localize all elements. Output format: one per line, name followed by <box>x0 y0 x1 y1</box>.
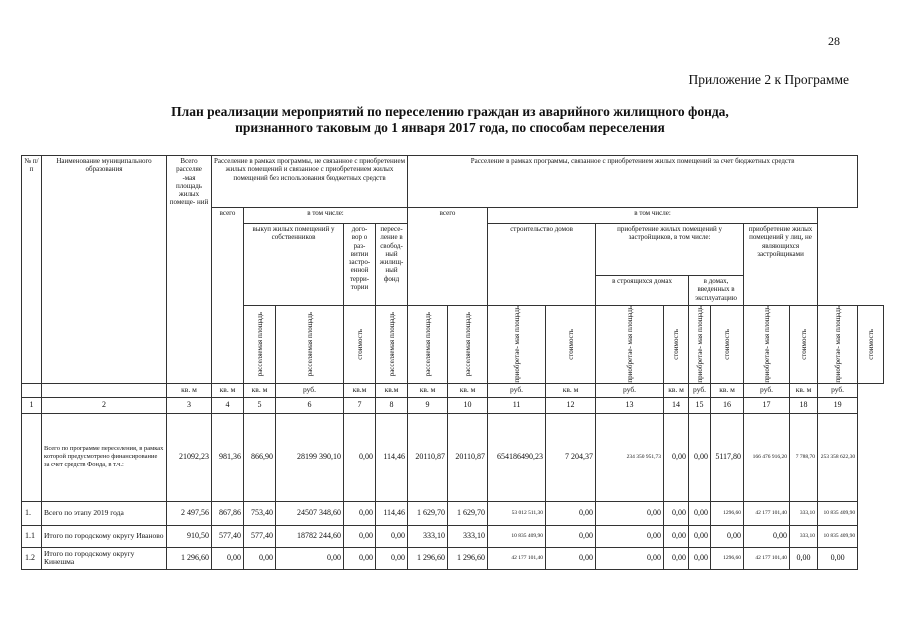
row-cell: 166 476 916,20 <box>744 413 790 501</box>
row-cell: 0,00 <box>664 413 689 501</box>
row-cell: 1 296,60 <box>448 547 488 569</box>
row-cell: 0,00 <box>711 525 744 547</box>
table-row <box>22 547 884 569</box>
header-v-6: стоимость <box>344 306 376 384</box>
col-number: 18 <box>790 397 818 413</box>
row-cell: 0,00 <box>689 547 711 569</box>
header-v-13: стоимость <box>664 306 689 384</box>
row-cell: 7 204,37 <box>546 413 596 501</box>
row-cell: 0,00 <box>664 501 689 525</box>
col-number: 9 <box>408 397 448 413</box>
row-cell: 2 497,56 <box>167 501 212 525</box>
header-construction: строительство домов <box>488 224 596 306</box>
row-cell: 0,00 <box>376 525 408 547</box>
header-from-developers: приобретение жилых помещений у застройщиков, в том числе: <box>596 224 744 276</box>
row-cell: 28199 390,10 <box>276 413 344 501</box>
row-label: Итого по городскому округу Кинешма <box>42 547 167 569</box>
row-cell: 0,00 <box>212 547 244 569</box>
row-cell: 0,00 <box>376 547 408 569</box>
col-number: 14 <box>664 397 689 413</box>
row-cell: 1296,60 <box>711 501 744 525</box>
row-cell: 42 177 101,40 <box>744 501 790 525</box>
row-cell: 7 788,70 <box>790 413 818 501</box>
col-number: 7 <box>344 397 376 413</box>
col-number: 15 <box>689 397 711 413</box>
col-number: 12 <box>546 397 596 413</box>
row-cell: 333,10 <box>408 525 448 547</box>
row-cell: 1 296,60 <box>408 547 448 569</box>
table-row <box>22 525 884 547</box>
col-number: 10 <box>448 397 488 413</box>
row-cell: 1.2 <box>22 547 42 569</box>
row-label: Итого по городскому округу Иваново <box>42 525 167 547</box>
col-number: 17 <box>744 397 790 413</box>
row-cell: 5117,80 <box>711 413 744 501</box>
row-cell: 20110,87 <box>448 413 488 501</box>
row-cell: 867,86 <box>212 501 244 525</box>
unit-cell-2 <box>42 383 167 397</box>
unit-cell: кв.м <box>376 383 408 397</box>
header-v-12: приобретае- мая площадь <box>596 306 664 384</box>
col-number: 16 <box>711 397 744 413</box>
header-dev-agreement: дого- вор о раз- витии застро- енной терри- тории <box>344 224 376 306</box>
col-number: 2 <box>42 397 167 413</box>
col-number: 11 <box>488 397 546 413</box>
row-cell: 20110,87 <box>408 413 448 501</box>
row-cell: 753,40 <box>244 501 276 525</box>
row-cell: 10 835 409,90 <box>488 525 546 547</box>
row-cell: 42 177 101,40 <box>488 547 546 569</box>
unit-cell: руб. <box>488 383 546 397</box>
unit-cell: руб. <box>689 383 711 397</box>
row-label: Всего по программе переселения, в рамках которой предусмотрено финансирование за счет средств Фонда, в т.ч.: <box>42 413 167 501</box>
row-cell: 114,46 <box>376 501 408 525</box>
unit-cell: кв. м <box>711 383 744 397</box>
row-cell: 0,00 <box>596 501 664 525</box>
unit-cell: руб. <box>276 383 344 397</box>
page-number: 28 <box>828 34 840 48</box>
row-cell: 1 629,70 <box>448 501 488 525</box>
document-title <box>60 104 840 136</box>
col-number: 13 <box>596 397 664 413</box>
row-cell: 0,00 <box>596 547 664 569</box>
header-v-9: расселяемая площадь <box>448 306 488 384</box>
row-cell: 0,00 <box>344 525 376 547</box>
unit-cell: кв. м <box>244 383 276 397</box>
row-cell: 18782 244,60 <box>276 525 344 547</box>
unit-cell: кв. м <box>546 383 596 397</box>
row-cell: 981,36 <box>212 413 244 501</box>
header-total-2: всего <box>408 208 488 306</box>
row-cell: 910,50 <box>167 525 212 547</box>
row-cell: 1 296,60 <box>167 547 212 569</box>
unit-cell: руб. <box>818 383 858 397</box>
header-total-1: всего <box>212 208 244 384</box>
row-cell: 42 177 101,40 <box>744 547 790 569</box>
row-cell: 0,00 <box>596 525 664 547</box>
resettlement-plan-table <box>21 155 884 570</box>
header-v-5: расселяемая площадь <box>276 306 344 384</box>
row-cell: 1 629,70 <box>408 501 448 525</box>
row-cell: 0,00 <box>344 547 376 569</box>
table-row <box>22 413 884 501</box>
row-cell: 577,40 <box>212 525 244 547</box>
row-cell: 1.1 <box>22 525 42 547</box>
row-cell: 0,00 <box>244 547 276 569</box>
row-cell: 0,00 <box>689 525 711 547</box>
header-v-11: стоимость <box>546 306 596 384</box>
row-cell: 21092,23 <box>167 413 212 501</box>
header-incl-1: в том числе: <box>244 208 408 224</box>
header-free-fund: пересе- ление в свобод- ный жилищ- ный фонд <box>376 224 408 306</box>
row-cell: 0,00 <box>276 547 344 569</box>
header-v-4: расселяемая площадь <box>244 306 276 384</box>
col-number: 4 <box>212 397 244 413</box>
unit-cell: кв. м <box>167 383 212 397</box>
row-cell: 866,90 <box>244 413 276 501</box>
row-cell: 0,00 <box>344 413 376 501</box>
header-group-non-budget: Расселение в рамках программы, не связанное с приобретением жилых помещений и связанное с приобретением жилых помещений без использования бюджетных средств <box>212 156 408 208</box>
header-from-persons: приобретение жилых помещений у лиц, не являющихся застройщиками <box>744 224 818 306</box>
row-cell: 0,00 <box>790 547 818 569</box>
unit-cell: кв. м <box>790 383 818 397</box>
row-cell: 10 835 409,90 <box>818 525 858 547</box>
header-v-18: приобретае- мая площадь <box>818 306 858 384</box>
row-cell: 333,10 <box>448 525 488 547</box>
row-cell: 0,00 <box>664 547 689 569</box>
row-cell: 0,00 <box>744 525 790 547</box>
header-in-built: в домах, введенных в эксплуатацию <box>689 276 744 306</box>
row-cell: 0,00 <box>546 547 596 569</box>
row-cell: 10 835 409,90 <box>818 501 858 525</box>
header-in-build: в строящихся домах <box>596 276 689 306</box>
col-number: 5 <box>244 397 276 413</box>
row-label: Всего по этапу 2019 года <box>42 501 167 525</box>
header-incl-2: в том числе: <box>488 208 818 224</box>
row-cell: 654186490,23 <box>488 413 546 501</box>
row-cell: 0,00 <box>689 413 711 501</box>
row-cell: 1296,60 <box>711 547 744 569</box>
header-v-17: стоимость <box>790 306 818 384</box>
row-cell: 53 012 511,30 <box>488 501 546 525</box>
col-number: 19 <box>818 397 858 413</box>
row-cell: 333,10 <box>790 501 818 525</box>
row-cell: 0,00 <box>818 547 858 569</box>
unit-cell: кв. м <box>212 383 244 397</box>
header-group-budget: Расселение в рамках программы, связанное с приобретением жилых помещений за счет бюджетных средств <box>408 156 858 208</box>
header-v-16: приобретае- мая площадь <box>744 306 790 384</box>
title-line-1: План реализации мероприятий по переселению граждан из аварийного жилищного фонда, <box>171 104 729 119</box>
unit-cell: кв. м <box>408 383 448 397</box>
table-row <box>22 501 884 525</box>
unit-cell: кв.м <box>344 383 376 397</box>
row-cell: 24507 348,60 <box>276 501 344 525</box>
appendix-label: Приложение 2 к Программе <box>688 72 849 87</box>
col-number: 8 <box>376 397 408 413</box>
header-mo-name: Наименование муниципального образования <box>42 156 167 384</box>
row-cell: 114,46 <box>376 413 408 501</box>
row-cell: 253 358 622,30 <box>818 413 858 501</box>
unit-cell: кв. м <box>664 383 689 397</box>
header-total-area: Всего расселяе -мая площадь жилых помеще- ний <box>167 156 212 384</box>
row-cell: 234 350 951,73 <box>596 413 664 501</box>
row-cell: 0,00 <box>546 525 596 547</box>
header-v-10: приобретае- мая площадь <box>488 306 546 384</box>
row-cell: 0,00 <box>546 501 596 525</box>
header-no: № п/п <box>22 156 42 384</box>
header-v-7: расселяемая площадь <box>376 306 408 384</box>
col-number: 3 <box>167 397 212 413</box>
row-cell: 577,40 <box>244 525 276 547</box>
header-v-15: стоимость <box>711 306 744 384</box>
header-v-19: стоимость <box>858 306 884 384</box>
unit-cell: руб. <box>744 383 790 397</box>
header-v-14: приобретае- мая площадь <box>689 306 711 384</box>
col-number: 1 <box>22 397 42 413</box>
row-cell: 333,10 <box>790 525 818 547</box>
unit-cell-1 <box>22 383 42 397</box>
row-cell: 0,00 <box>344 501 376 525</box>
unit-cell: руб. <box>596 383 664 397</box>
row-cell: 1. <box>22 501 42 525</box>
row-cell: 0,00 <box>689 501 711 525</box>
header-v-8: расселяемая площадь <box>408 306 448 384</box>
row-cell <box>22 413 42 501</box>
header-buyout: выкуп жилых помещений у собственников <box>244 224 344 306</box>
title-line-2: признанного таковым до 1 января 2017 года, по способам переселения <box>235 120 665 135</box>
col-number: 6 <box>276 397 344 413</box>
row-cell: 0,00 <box>664 525 689 547</box>
unit-cell: кв. м <box>448 383 488 397</box>
